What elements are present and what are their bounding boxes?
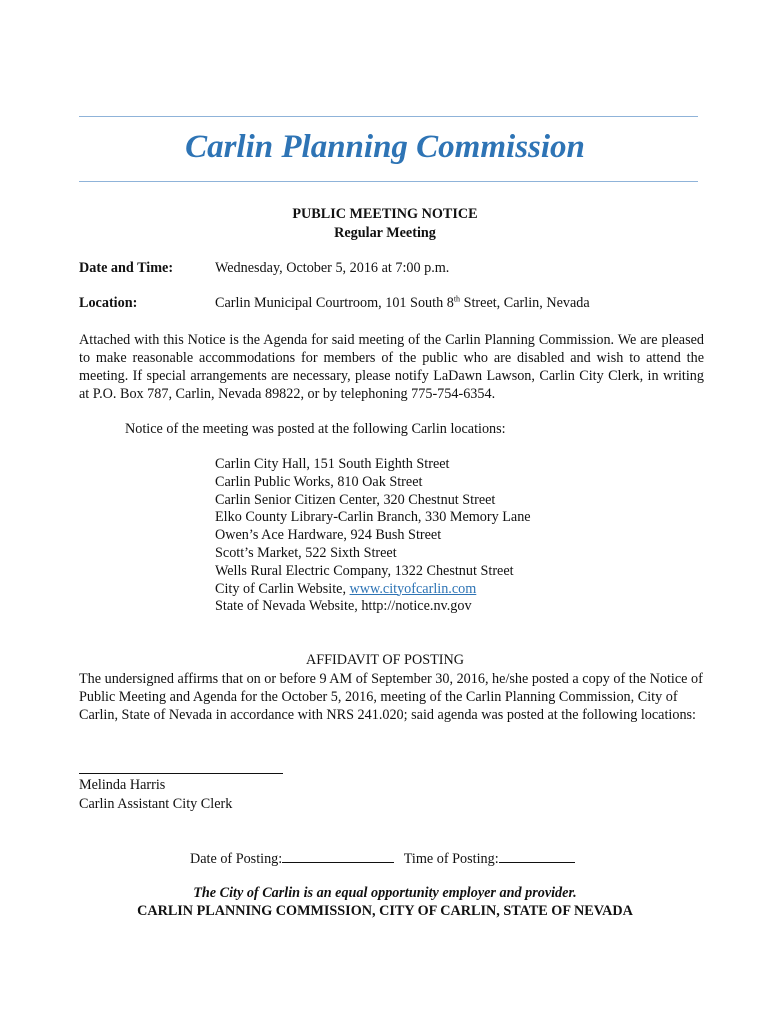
notice-subheading: Regular Meeting (334, 225, 436, 241)
signature-line (79, 773, 283, 774)
location-value-main: Carlin Municipal Courtroom, 101 South 8 (215, 295, 454, 311)
list-item: Wells Rural Electric Company, 1322 Chestnut Street (215, 562, 514, 579)
signer-name: Melinda Harris (79, 777, 166, 793)
footer-commission-line: CARLIN PLANNING COMMISSION, CITY OF CARLIN, STATE OF NEVADA (137, 903, 633, 919)
posting-locations-list (215, 456, 531, 616)
location-value-ordinal: th (453, 294, 461, 304)
footer-equal-opportunity: The City of Carlin is an equal opportunity employer and provider. (193, 885, 577, 901)
notice-heading: PUBLIC MEETING NOTICE (292, 206, 478, 222)
date-of-posting-field[interactable] (282, 850, 394, 863)
list-item-website (215, 581, 531, 599)
header-top-rule (79, 116, 698, 117)
list-item: Carlin City Hall, 151 South Eighth Street (215, 456, 450, 472)
posting-fields (190, 850, 575, 868)
posted-intro: Notice of the meeting was posted at the following Carlin locations: (125, 421, 506, 437)
affidavit-heading: AFFIDAVIT OF POSTING (306, 652, 464, 668)
signer-title: Carlin Assistant City Clerk (79, 796, 233, 812)
location-value (215, 295, 590, 312)
header-bottom-rule (79, 181, 698, 182)
page-title: Carlin Planning Commission (185, 129, 585, 165)
date-value: Wednesday, October 5, 2016 at 7:00 p.m. (215, 260, 450, 276)
list-item: Scott’s Market, 522 Sixth Street (215, 544, 397, 561)
time-of-posting-field[interactable] (499, 850, 575, 863)
date-label: Date and Time: (79, 260, 174, 276)
time-of-posting-label: Time of Posting: (403, 851, 499, 867)
notice-paragraph: Attached with this Notice is the Agenda for said meeting of the Carlin Planning Commission. We are pleased to make reasonable accommodations for members of the public who are disabled and wish to attend the meeting. If special arrangements are necessary, please notify LaDawn Lawson, Carlin City Clerk, in writing at P.O. Box 787, Carlin, Nevada 89822, or by telephoning 775-754-6354. (79, 332, 704, 402)
date-of-posting-label: Date of Posting: (190, 851, 283, 867)
location-value-rest: Street, Carlin, Nevada (460, 295, 590, 311)
city-website-link[interactable]: www.cityofcarlin.com (349, 580, 477, 597)
list-item: Carlin Public Works, 810 Oak Street (215, 473, 423, 490)
list-item: Carlin Senior Citizen Center, 320 Chestnut Street (215, 491, 496, 508)
location-label: Location: (79, 295, 138, 311)
list-item: Elko County Library-Carlin Branch, 330 Memory Lane (215, 509, 531, 526)
list-item: Owen’s Ace Hardware, 924 Bush Street (215, 527, 442, 544)
list-item: State of Nevada Website, http://notice.nv.gov (215, 598, 472, 615)
affidavit-text: The undersigned affirms that on or before 9 AM of September 30, 2016, he/she posted a copy of the Notice of Public Meeting and Agenda for the October 5, 2016, meeting of the Carlin Planning Commission, City of Carlin, State of Nevada in accordance with NRS 241.020; said agenda was posted at the following locations: (79, 671, 703, 723)
website-prefix: City of Carlin Website, (215, 580, 350, 597)
